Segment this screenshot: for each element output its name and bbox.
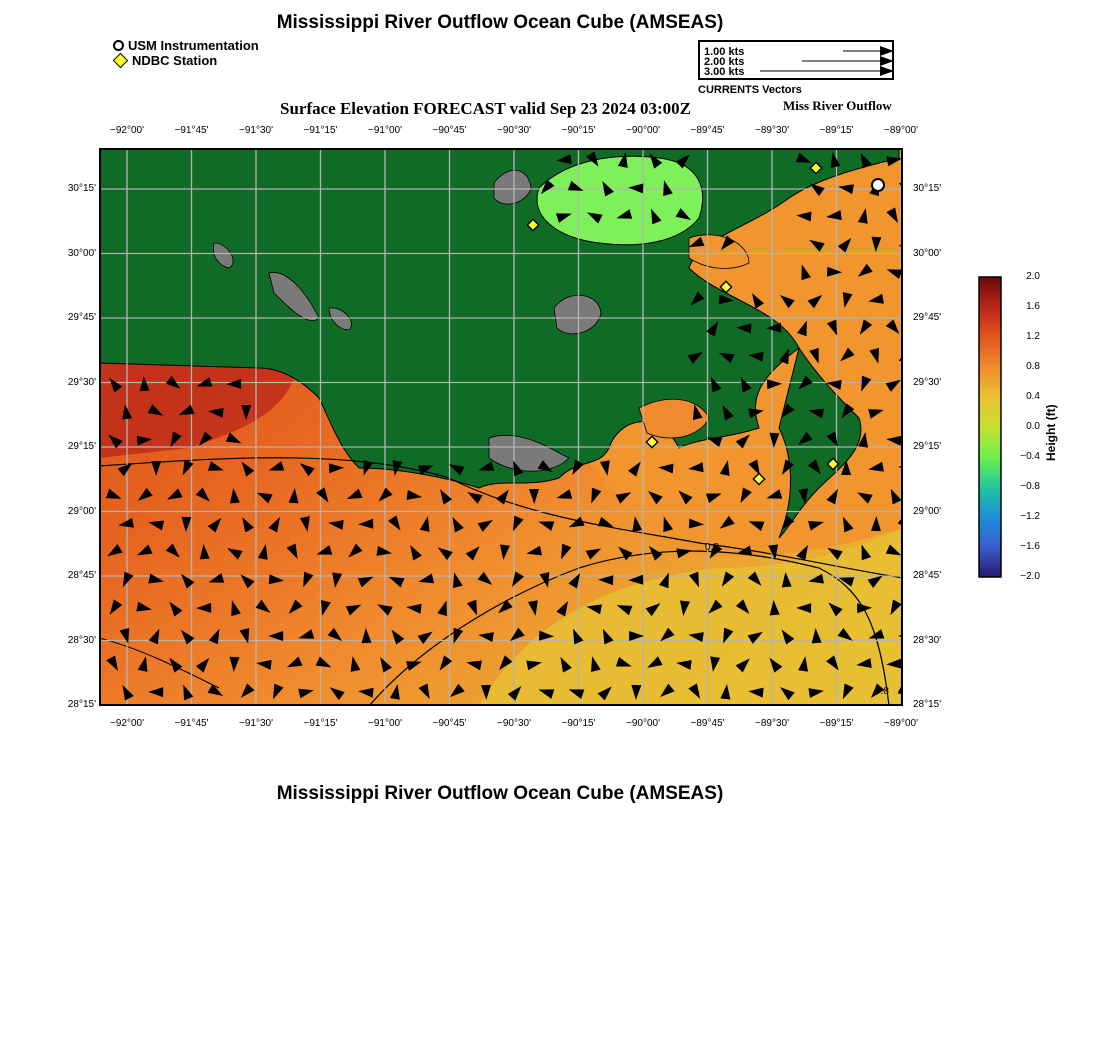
lon-tick-label: −90°30' — [497, 718, 531, 729]
lat-tick-label: 29°45' — [913, 312, 942, 323]
lon-tick-label: −91°15' — [303, 718, 338, 729]
ndbc-diamond-icon — [113, 53, 129, 69]
lat-tick-label: 29°30' — [67, 376, 96, 388]
surface-elevation-map[interactable] — [99, 148, 903, 706]
lon-tick-label: −89°30' — [755, 718, 789, 729]
colorbar — [978, 276, 1004, 579]
page-title: Mississippi River Outflow Ocean Cube (AMSEAS) — [276, 12, 724, 33]
lat-tick-label: 28°30' — [67, 634, 96, 646]
lon-tick-label: −92°00' — [110, 718, 144, 729]
lon-tick-label: −89°15' — [819, 718, 854, 729]
lon-tick-label: −90°45' — [432, 718, 467, 729]
lon-tick-label: −90°00' — [626, 125, 660, 136]
usm-station-marker[interactable] — [872, 179, 884, 191]
lat-tick-label: 28°30' — [913, 634, 942, 646]
lon-tick-label: −90°30' — [497, 125, 531, 136]
legend-ndbc-label: NDBC Station — [132, 53, 218, 68]
lat-tick-label: 30°00' — [913, 247, 942, 259]
lat-tick-label: 29°15' — [67, 441, 96, 452]
vector-key — [698, 40, 894, 80]
lon-tick-label: −90°15' — [561, 125, 596, 136]
lat-tick-label: 28°15' — [67, 699, 96, 710]
lon-tick-label: −91°30' — [239, 718, 273, 729]
region-label: Miss River Outflow — [783, 98, 892, 113]
colorbar-gradient — [979, 277, 1001, 577]
lat-tick-label: 29°45' — [67, 312, 96, 323]
lat-tick-label: 29°00' — [913, 505, 942, 517]
colorbar-tick-label: −0.8 — [1020, 481, 1040, 492]
vector-key-caption: CURRENTS Vectors — [698, 84, 802, 96]
colorbar-tick-label: 1.2 — [1026, 331, 1040, 342]
vector-key-row: 1.00 kts — [704, 46, 745, 58]
legend-usm-label: USM Instrumentation — [128, 38, 259, 53]
lat-tick-label: 29°30' — [913, 376, 942, 388]
lat-tick-label: 28°45' — [67, 570, 96, 581]
map-title: Surface Elevation FORECAST valid Sep 23 2024 03:00Z — [280, 99, 692, 118]
vector-key-arrows — [700, 42, 896, 82]
lon-tick-label: −91°45' — [174, 718, 209, 729]
lon-tick-label: −90°00' — [626, 718, 660, 729]
colorbar-tick-label: 0.4 — [1026, 391, 1040, 402]
colorbar-tick-label: −1.2 — [1020, 511, 1040, 522]
lon-tick-label: −89°45' — [690, 718, 725, 729]
lon-tick-label: −89°15' — [819, 125, 854, 136]
lon-tick-label: −90°15' — [561, 718, 596, 729]
vector-key-row: 2.00 kts — [704, 56, 745, 68]
lon-tick-label: −89°00' — [884, 718, 918, 729]
colorbar-tick-label: 1.6 — [1026, 301, 1040, 312]
lat-tick-label: 30°15' — [67, 183, 96, 194]
lat-tick-label: 30°00' — [67, 247, 96, 259]
colorbar-tick-label: −1.6 — [1020, 541, 1040, 552]
lat-tick-label: 28°45' — [913, 570, 942, 581]
usm-circle-icon — [113, 40, 124, 51]
vector-key-row: 3.00 kts — [704, 66, 745, 78]
lat-tick-label: 29°15' — [913, 441, 942, 452]
contour-label: 0.8 — [875, 686, 889, 697]
colorbar-tick-label: −2.0 — [1020, 571, 1040, 582]
contour-label: 0.8 — [705, 542, 719, 553]
lon-tick-label: −89°45' — [690, 125, 725, 136]
lat-tick-label: 28°15' — [913, 699, 942, 710]
lon-tick-label: −92°00' — [110, 125, 144, 136]
colorbar-tick-label: 0.0 — [1026, 421, 1040, 432]
lon-tick-label: −91°00' — [368, 125, 402, 136]
lat-tick-label: 29°00' — [67, 505, 96, 517]
lon-tick-label: −91°45' — [174, 125, 209, 136]
colorbar-tick-label: −0.4 — [1020, 451, 1040, 462]
colorbar-tick-label: 0.8 — [1026, 361, 1040, 372]
colorbar-title: Height (ft) — [1044, 404, 1058, 461]
lon-tick-label: −91°15' — [303, 125, 338, 136]
legend-usm — [113, 38, 259, 53]
lon-tick-label: −90°45' — [432, 125, 467, 136]
lon-tick-label: −91°00' — [368, 718, 402, 729]
colorbar-tick-label: 2.0 — [1026, 271, 1040, 282]
second-page-title: Mississippi River Outflow Ocean Cube (AMSEAS) — [276, 783, 724, 804]
lon-tick-label: −89°00' — [884, 125, 918, 136]
legend-ndbc — [113, 53, 217, 68]
lon-tick-label: −91°30' — [239, 125, 273, 136]
lat-tick-label: 30°15' — [913, 183, 942, 194]
lon-tick-label: −89°30' — [755, 125, 789, 136]
